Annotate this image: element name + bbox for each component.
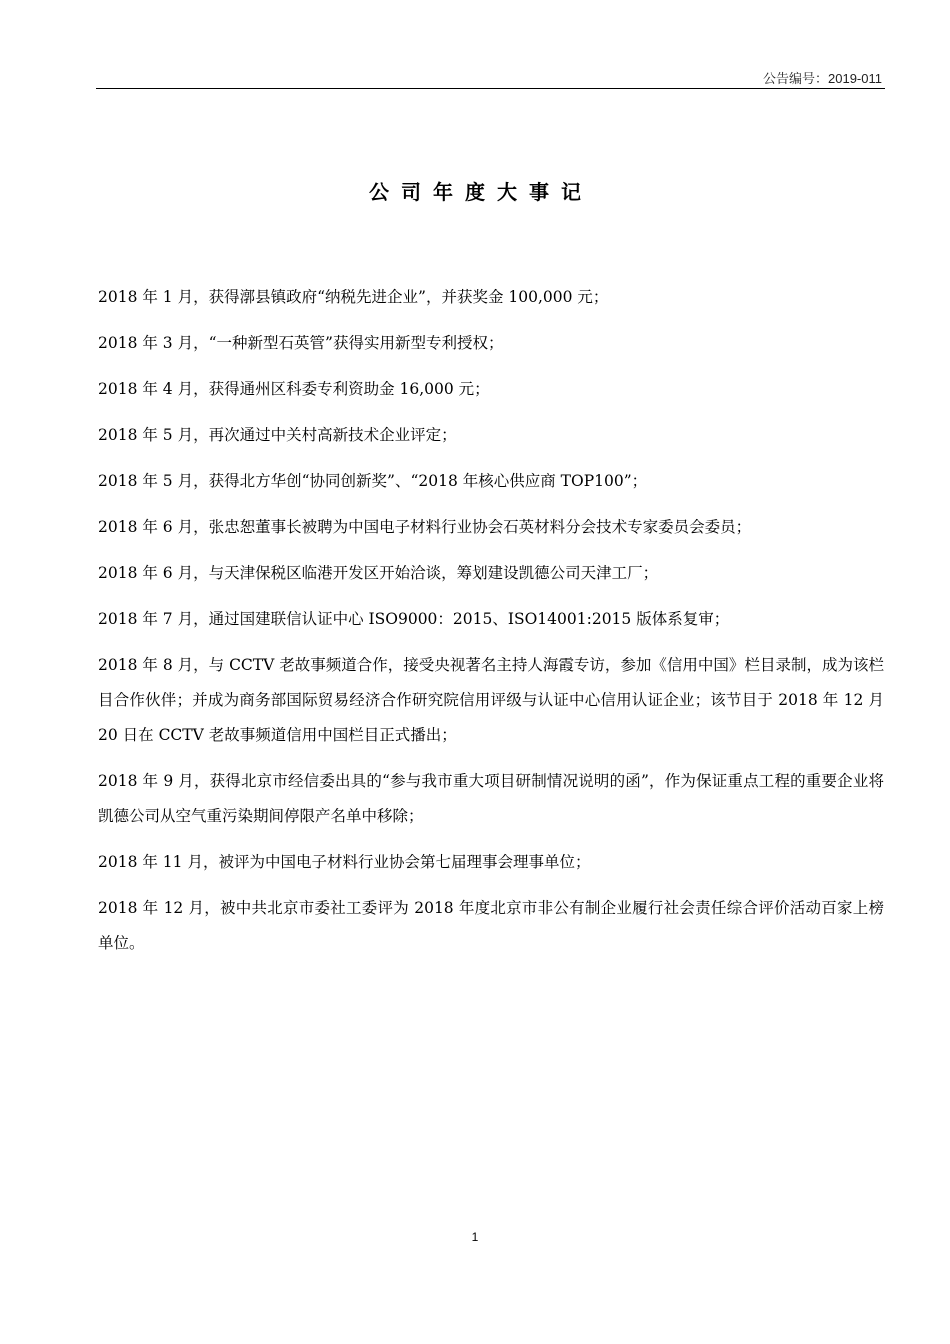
event-item: 2018 年 12 月，被中共北京市委社工委评为 2018 年度北京市非公有制企业履行社会责任综合评价活动百家上榜单位。 [98, 899, 884, 952]
event-item: 2018 年 5 月，获得北方华创“协同创新奖”、“2018 年核心供应商 TOP100”； [98, 472, 648, 490]
event-item: 2018 年 7 月，通过国建联信认证中心 ISO9000：2015、ISO14001:2015 版体系复审； [98, 610, 730, 628]
event-item: 2018 年 3 月，“一种新型石英管”获得实用新型专利授权； [98, 334, 504, 352]
events-list [98, 280, 884, 972]
event-item: 2018 年 9 月，获得北京市经信委出具的“参与我市重大项目研制情况说明的函”，作为保证重点工程的重要企业将凯德公司从空气重污染期间停限产名单中移除； [98, 772, 884, 825]
announcement-number: 公告编号：2019-011 [763, 71, 882, 86]
event-item: 2018 年 11 月，被评为中国电子材料行业协会第七届理事会理事单位； [98, 853, 591, 871]
event-item: 2018 年 6 月，与天津保税区临港开发区开始洽谈，筹划建设凯德公司天津工厂； [98, 564, 659, 582]
event-item: 2018 年 8 月，与 CCTV 老故事频道合作，接受央视著名主持人海霞专访，参加《信用中国》栏目录制，成为该栏目合作伙伴；并成为商务部国际贸易经济合作研究院信用评级与认证中心信用认证企业；该节目于 2018 年 12 月 20 日在 CCTV 老故事频道信用中国栏目正式播出； [98, 656, 884, 744]
page-number: 1 [471, 1230, 479, 1244]
event-item: 2018 年 6 月，张忠恕董事长被聘为中国电子材料行业协会石英材料分会技术专家委员会委员； [98, 518, 752, 536]
event-item: 2018 年 1 月，获得漷县镇政府“纳税先进企业”，并获奖金 100,000 元； [98, 288, 609, 306]
event-item: 2018 年 4 月，获得通州区科委专利资助金 16,000 元； [98, 380, 490, 398]
event-item: 2018 年 5 月，再次通过中关村高新技术企业评定； [98, 426, 457, 444]
header-divider [96, 88, 885, 89]
page-title: 公司年度大事记 [369, 180, 593, 204]
